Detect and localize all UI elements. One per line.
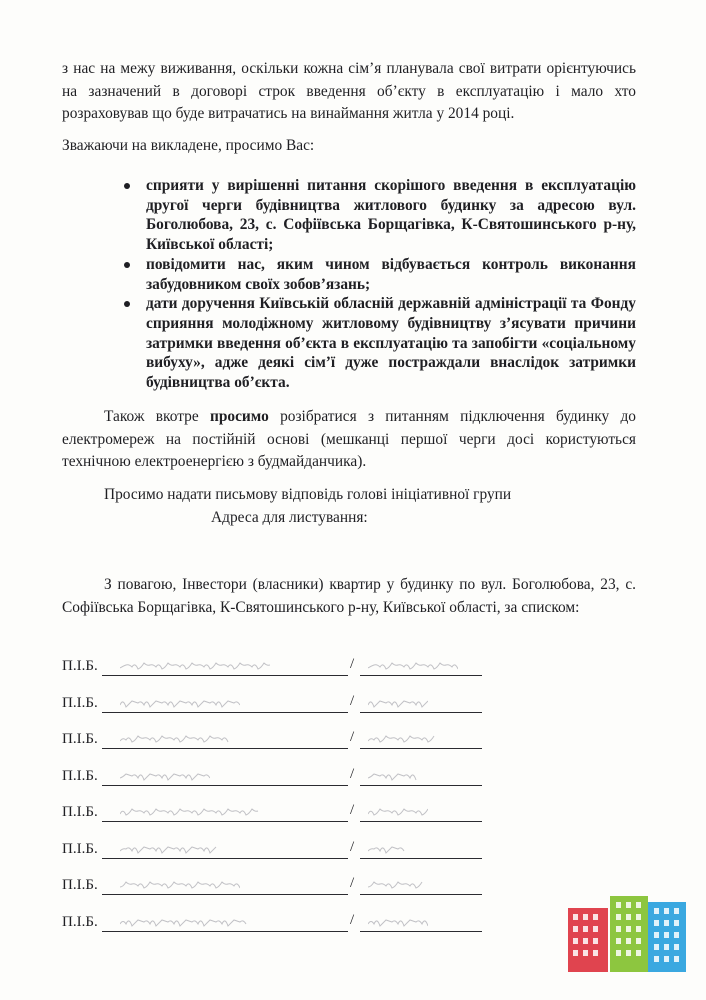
emphasis-text: просимо bbox=[209, 408, 269, 425]
bullet-icon bbox=[124, 262, 130, 268]
name-line bbox=[102, 858, 348, 859]
signature-row bbox=[62, 731, 502, 755]
signature-label: П.І.Б. bbox=[62, 694, 98, 711]
handwriting-scribble bbox=[368, 843, 408, 855]
signature-line bbox=[360, 931, 482, 932]
signature-line bbox=[360, 785, 482, 786]
signature-separator: / bbox=[350, 729, 355, 745]
name-line bbox=[102, 712, 348, 713]
name-line bbox=[102, 821, 348, 822]
signature-separator: / bbox=[350, 911, 355, 928]
name-line bbox=[102, 931, 348, 932]
signature-line bbox=[360, 675, 482, 676]
signature-line bbox=[360, 894, 482, 895]
handwriting-scribble bbox=[120, 916, 250, 928]
signature-row bbox=[62, 838, 502, 865]
request-item bbox=[120, 176, 636, 255]
name-line bbox=[102, 748, 348, 749]
request-text: сприяти у вирішенні питання скорішого введення в експлуатацію другої черги будівництва житлового будинку за адресою вул. Боголюбова, 23, с. Софіївська Борщагівка, К-Святошинського р-ну, Київської області; bbox=[146, 177, 636, 254]
request-list bbox=[120, 176, 636, 393]
signature-label: П.І.Б. bbox=[62, 877, 98, 893]
handwriting-scribble bbox=[368, 660, 458, 672]
name-line bbox=[102, 785, 348, 786]
bullet-icon bbox=[124, 183, 130, 189]
handwriting-scribble bbox=[368, 916, 428, 928]
signature-label: П.І.Б. bbox=[62, 840, 98, 857]
paragraph-continuation: з нас на межу виживання, оскільки кожна сім’я планувала свої витрати орієнтуючись на зазначений в договорі строк введення об’єкту в експлуатацію і мало хто розраховував що буде витрачатись на винаймання житла у 2014 році. bbox=[62, 60, 636, 122]
handwriting-scribble bbox=[368, 697, 428, 709]
signature-row bbox=[62, 911, 502, 938]
signature-row bbox=[62, 877, 502, 901]
signature-separator: / bbox=[350, 765, 355, 782]
signature-row bbox=[62, 692, 502, 719]
signature-line bbox=[360, 821, 482, 822]
request-item bbox=[120, 255, 636, 294]
signature-line bbox=[360, 712, 482, 713]
signature-separator: / bbox=[350, 875, 355, 891]
request-text: дати доручення Київській обласній державній адміністрації та Фонду сприяння молодіжному житловому будівництву з’ясувати причини затримки введення об’єкта в експлуатацію та запобігти «соціальному вибуху», адже деякі сім’ї дуже постраждали внаслідок затримки будівництва об’єкта. bbox=[146, 295, 636, 392]
name-line bbox=[102, 894, 348, 895]
handwriting-scribble bbox=[368, 879, 423, 891]
handwriting-scribble bbox=[120, 843, 220, 855]
handwriting-scribble bbox=[120, 733, 230, 745]
signature-row bbox=[62, 804, 502, 828]
handwriting-scribble bbox=[120, 879, 240, 891]
signature-separator: / bbox=[350, 802, 355, 818]
signature-label: П.І.Б. bbox=[62, 658, 98, 674]
signature-row bbox=[62, 658, 502, 682]
paragraph-text: Також вкотре bbox=[104, 408, 210, 425]
handwriting-scribble bbox=[368, 770, 418, 782]
handwriting-scribble bbox=[120, 770, 210, 782]
address-label: Адреса для листування: bbox=[211, 509, 368, 526]
signature-label: П.І.Б. bbox=[62, 913, 98, 930]
request-text: повідомити нас, яким чином відбувається контроль виконання забудовником своїх зобов’язань; bbox=[146, 255, 636, 293]
electricity-paragraph bbox=[62, 406, 636, 474]
name-line bbox=[102, 675, 348, 676]
handwriting-scribble bbox=[120, 806, 260, 818]
signature-separator: / bbox=[350, 656, 355, 672]
signature-label: П.І.Б. bbox=[62, 731, 98, 747]
signature-separator: / bbox=[350, 838, 355, 855]
building-logo-icon bbox=[568, 890, 688, 972]
request-intro: Зважаючи на викладене, просимо Вас: bbox=[62, 137, 315, 154]
signature-line bbox=[360, 748, 482, 749]
handwriting-scribble bbox=[120, 660, 270, 672]
reply-request: Просимо надати письмову відповідь голові ініціативної групи bbox=[104, 486, 512, 503]
request-item bbox=[120, 294, 636, 393]
handwriting-scribble bbox=[368, 806, 428, 818]
signature-line bbox=[360, 858, 482, 859]
handwriting-scribble bbox=[368, 733, 438, 745]
signature-label: П.І.Б. bbox=[62, 804, 98, 820]
signature-label: П.І.Б. bbox=[62, 767, 98, 784]
signature-separator: / bbox=[350, 692, 355, 709]
closing-paragraph: З повагою, Інвестори (власники) квартир у будинку по вул. Боголюбова, 23, с. Софіївська Борщагівка, К-Святошинського р-ну, Київської області, за списком: bbox=[62, 576, 636, 616]
paragraph-text: розібратися з питанням підключення будинку до електромереж на постійній основі (мешканці першої черги досі користуються технічною електроенергією з будмайданчика). bbox=[62, 408, 636, 470]
signature-row bbox=[62, 765, 502, 792]
handwriting-scribble bbox=[120, 697, 240, 709]
bullet-icon bbox=[124, 301, 130, 307]
